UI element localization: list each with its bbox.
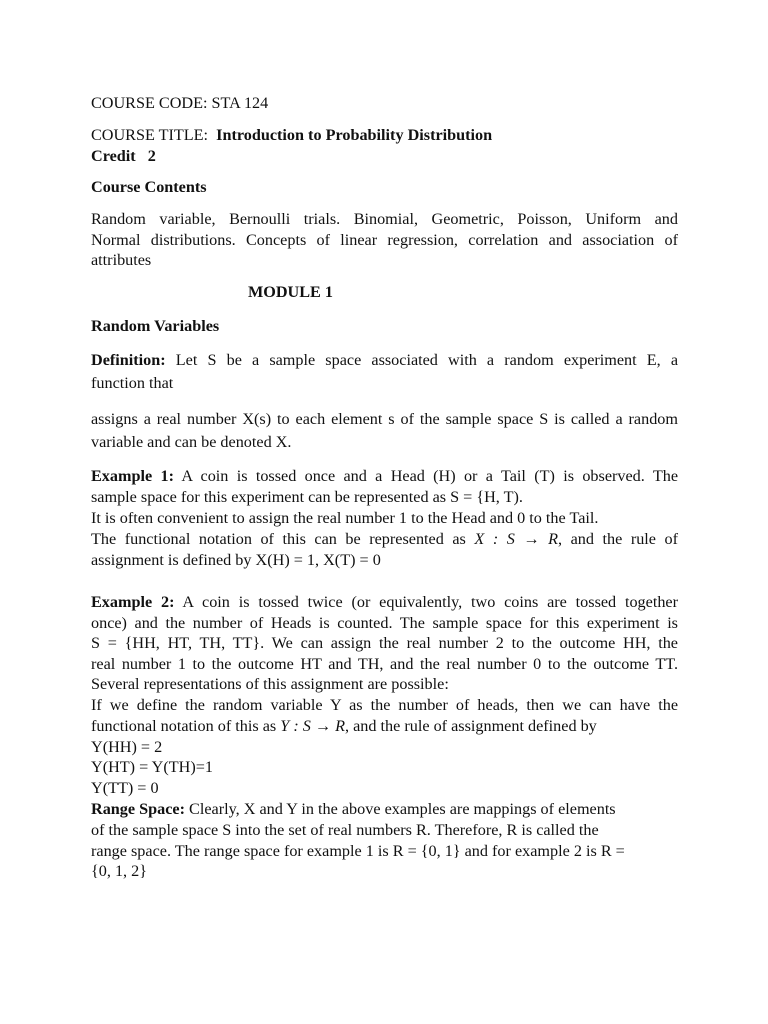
- range-space-line-4: {0, 1, 2}: [91, 862, 148, 880]
- example1-line-1: Example 1: A coin is tossed once and a Head (H) or a Tail (T) is observed. The: [91, 467, 679, 485]
- course-contents-line-3: attributes: [91, 251, 152, 269]
- course-contents-line-1: Random variable, Bernoulli trials. Binomial, Geometric, Poisson, Uniform and: [91, 210, 678, 228]
- range-space-line-3: range space. The range space for example 1 is R = {0, 1} and for example 2 is R =: [91, 842, 625, 860]
- definition-line-2: function that: [91, 374, 174, 392]
- example2-line-4: real number 1 to the outcome HT and TH, and the real number 0 to the outcome TT.: [91, 655, 678, 673]
- y-assignment-tt: Y(TT) = 0: [91, 779, 159, 797]
- definition-line-4: variable and can be denoted X.: [91, 433, 292, 451]
- example1-line-5: assignment is defined by X(H) = 1, X(T) = 0: [91, 551, 381, 569]
- range-space-label: Range Space:: [91, 800, 185, 818]
- example2-line-7: functional notation of this as Y : S → R, and the rule of assignment defined by: [91, 717, 597, 735]
- course-contents-heading: Course Contents: [91, 178, 207, 196]
- section-heading: Random Variables: [91, 317, 220, 335]
- example1-line-3: It is often convenient to assign the real number 1 to the Head and 0 to the Tail.: [91, 509, 599, 527]
- course-code: COURSE CODE: STA 124: [91, 94, 269, 112]
- definition-label: Definition:: [91, 351, 166, 369]
- course-contents-line-2: Normal distributions. Concepts of linear regression, correlation and association of: [91, 231, 678, 249]
- definition-line-3: assigns a real number X(s) to each element s of the sample space S is called a random: [91, 410, 678, 428]
- example2-line-5: Several representations of this assignment are possible:: [91, 675, 449, 693]
- example2-line-1: Example 2: A coin is tossed twice (or equivalently, two coins are tossed together: [91, 593, 679, 611]
- y-assignment-ht-th: Y(HT) = Y(TH)=1: [91, 758, 213, 776]
- module-heading: MODULE 1: [248, 283, 333, 301]
- definition-line-1: Definition: Let S be a sample space associated with a random experiment E, a: [91, 351, 679, 369]
- example1-line-4: The functional notation of this can be represented as X : S → R, and the rule of: [91, 530, 679, 548]
- example2-line-3: S = {HH, HT, TH, TT}. We can assign the real number 2 to the outcome HH, the: [91, 634, 678, 652]
- example1-line-2: sample space for this experiment can be represented as S = {H, T).: [91, 488, 523, 506]
- range-space-line-2: of the sample space S into the set of real numbers R. Therefore, R is called the: [91, 821, 599, 839]
- course-title-value: Introduction to Probability Distribution: [216, 126, 493, 144]
- example1-label: Example 1:: [91, 467, 174, 485]
- course-title-label: COURSE TITLE:: [91, 126, 209, 144]
- course-credit: Credit 2: [91, 147, 156, 165]
- example2-line-2: once) and the number of Heads is counted. The sample space for this experiment is: [91, 614, 678, 632]
- math-mapping-x: X : S → R: [474, 530, 559, 548]
- example2-line-6: If we define the random variable Y as the number of heads, then we can have the: [91, 696, 678, 714]
- math-mapping-y: Y : S → R: [280, 717, 346, 735]
- range-space-line-1: Range Space: Clearly, X and Y in the above examples are mappings of elements: [91, 800, 616, 818]
- course-title-line: [91, 125, 678, 146]
- example2-label: Example 2:: [91, 593, 175, 611]
- y-assignment-hh: Y(HH) = 2: [91, 738, 163, 756]
